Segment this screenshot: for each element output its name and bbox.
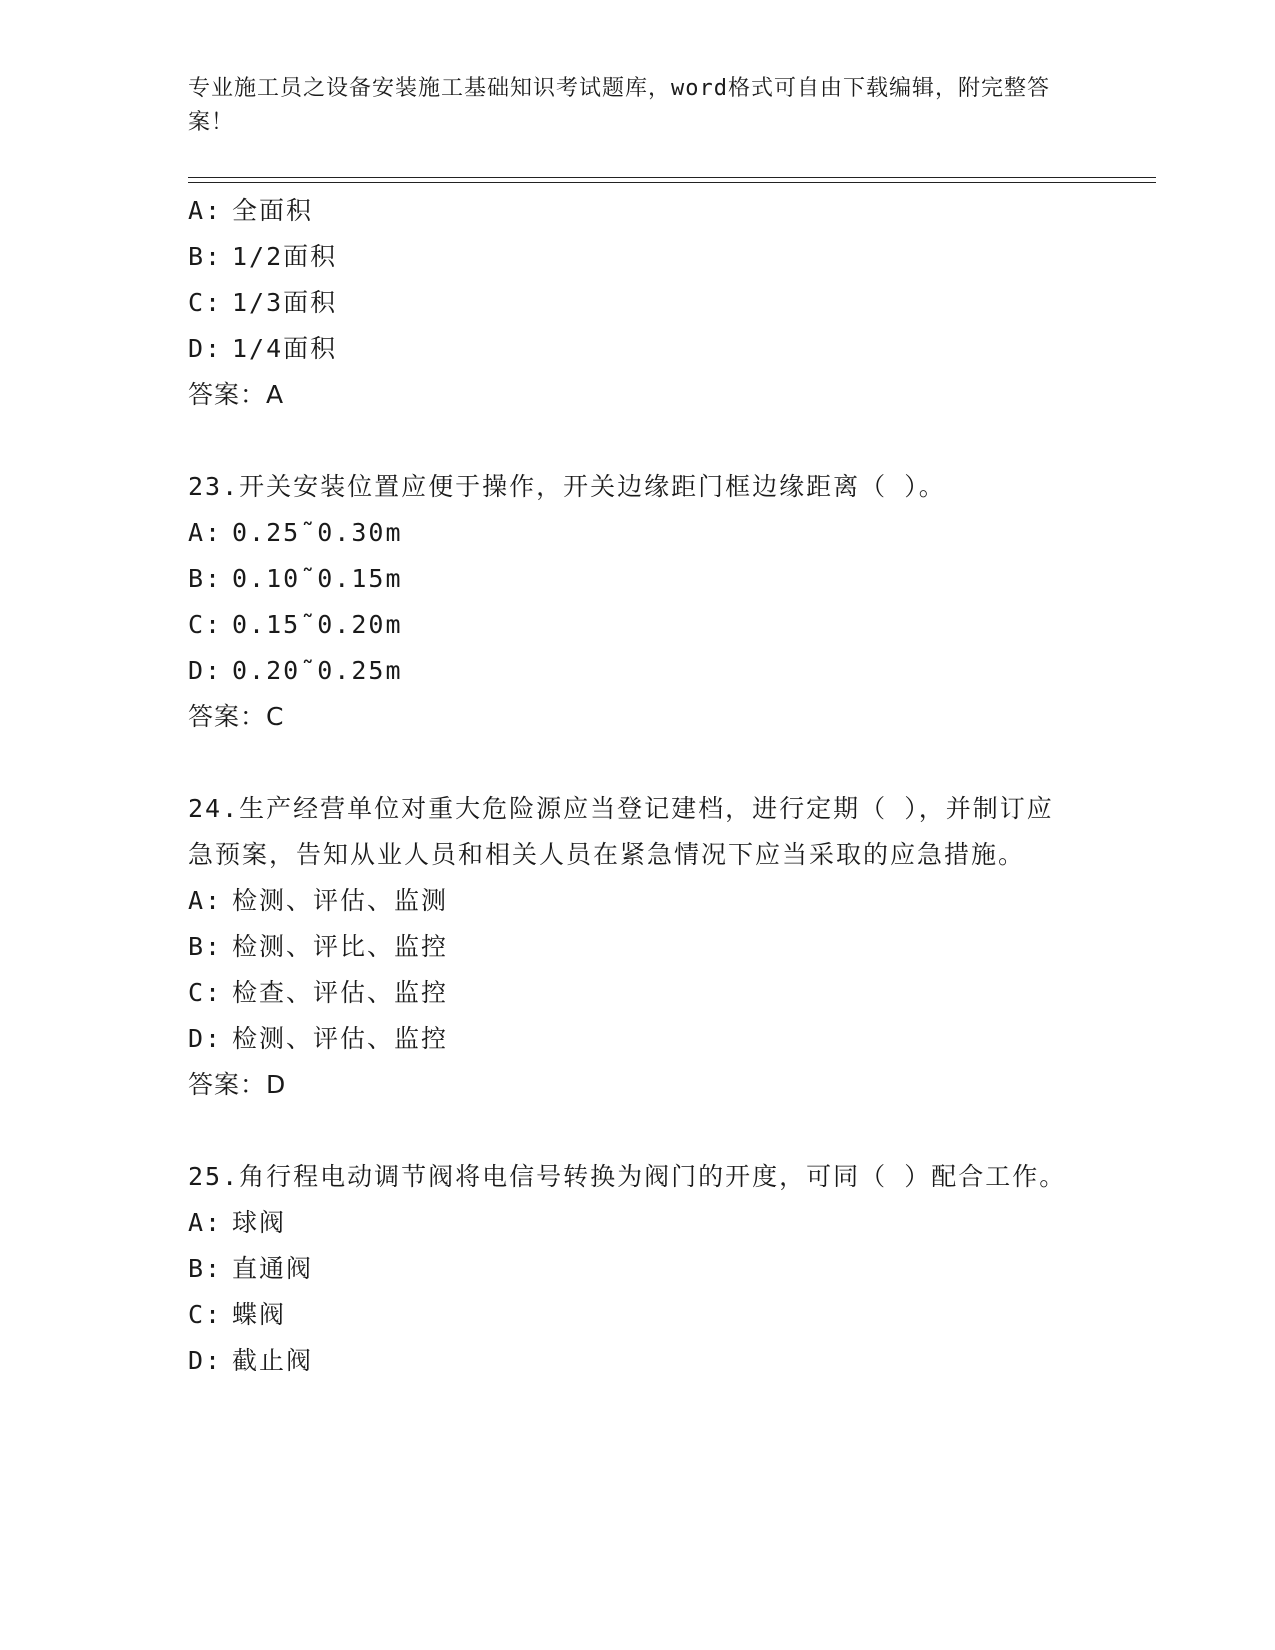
- spacer: [188, 740, 1068, 786]
- option-b: B: 直通阀: [188, 1254, 314, 1283]
- question-block-23: [188, 464, 1068, 740]
- header-divider-bottom: [188, 182, 1156, 183]
- spacer: [188, 1108, 1068, 1154]
- document-header: 专业施工员之设备安装施工基础知识考试题库，word格式可自由下载编辑，附完整答案！: [188, 76, 1050, 135]
- answer-line: 答案：C: [188, 702, 285, 731]
- option-b: B: 检测、评比、监控: [188, 932, 449, 961]
- option-d: D: 检测、评估、监控: [188, 1024, 449, 1053]
- answer-line: 答案：D: [188, 1070, 287, 1099]
- question-block-prev: [188, 188, 1068, 418]
- option-c: C: 1/3面积: [188, 288, 338, 317]
- option-c: C: 蝶阀: [188, 1300, 287, 1329]
- option-a: A: 球阀: [188, 1208, 287, 1237]
- option-a: A: 全面积: [188, 196, 314, 225]
- option-d: D: 1/4面积: [188, 334, 338, 363]
- option-d: D: 0.20˜0.25m: [188, 656, 403, 685]
- option-c: C: 检查、评估、监控: [188, 978, 449, 1007]
- option-c: C: 0.15˜0.20m: [188, 610, 403, 639]
- option-a: A: 检测、评估、监测: [188, 886, 449, 915]
- option-a: A: 0.25˜0.30m: [188, 518, 403, 547]
- answer-line: 答案：A: [188, 380, 285, 409]
- spacer: [188, 418, 1068, 464]
- question-block-25: [188, 1154, 1068, 1384]
- header-divider-top: [188, 177, 1156, 178]
- question-list: [188, 188, 1068, 1384]
- option-b: B: 0.10˜0.15m: [188, 564, 403, 593]
- option-b: B: 1/2面积: [188, 242, 338, 271]
- question-stem: 25.角行程电动调节阀将电信号转换为阀门的开度，可同（ ）配合工作。: [188, 1162, 1067, 1191]
- option-d: D: 截止阀: [188, 1346, 314, 1375]
- question-stem: 24.生产经营单位对重大危险源应当登记建档，进行定期（ ），并制订应急预案，告知从业人员和相关人员在紧急情况下应当采取的应急措施。: [188, 794, 1054, 869]
- question-stem: 23.开关安装位置应便于操作，开关边缘距门框边缘距离（ ）。: [188, 472, 946, 501]
- question-block-24: [188, 786, 1068, 1108]
